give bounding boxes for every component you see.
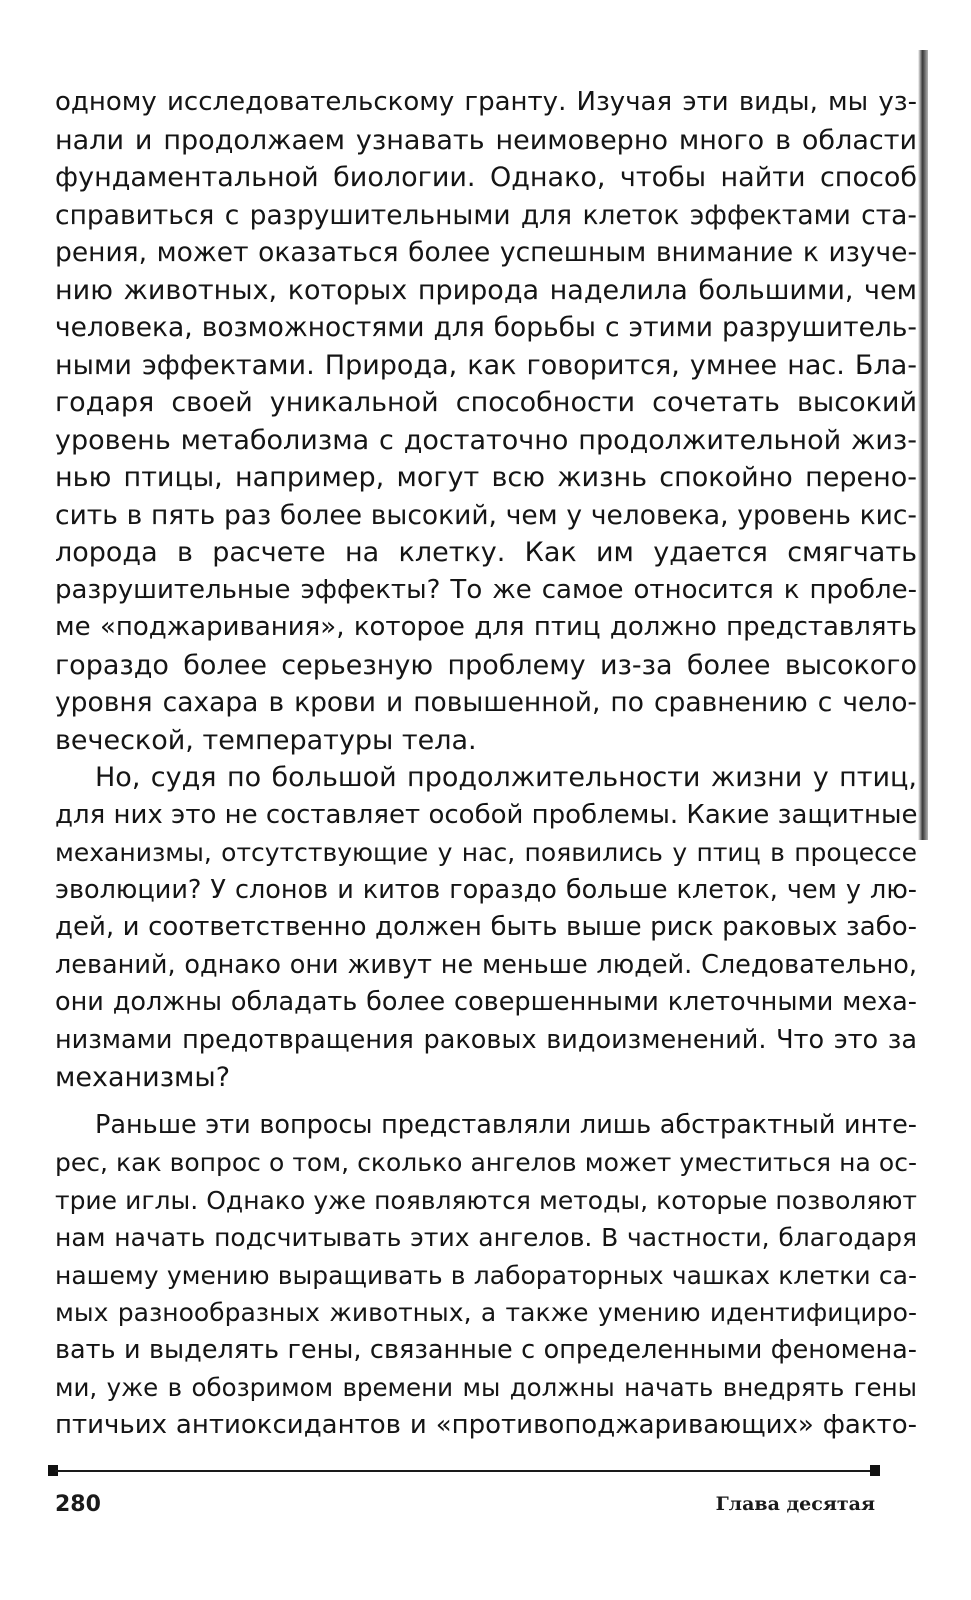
text-line: одному исследовательскому гранту. Изучая эти виды, мы уз-: [55, 87, 917, 117]
text-line: для них это не составляет особой проблемы. Какие защитные: [55, 799, 918, 830]
text-line: уровень метаболизма с достаточно продолжительной жиз-: [55, 424, 917, 456]
chapter-title: Глава десятая: [715, 1493, 875, 1515]
text-line: нашему умению выращивать в лабораторных чашках клетки са-: [55, 1260, 917, 1290]
text-line: нам начать подсчитывать этих ангелов. В частности, благодаря: [55, 1223, 917, 1252]
text-line: человека, возможностями для борьбы с этими разрушитель-: [55, 312, 917, 343]
text-line: уровня сахара в крови и повышенной, по сравнению с чело-: [55, 687, 917, 718]
text-line: сить в пять раз более высокий, чем у человека, уровень кис-: [55, 499, 917, 531]
text-line: фундаментальной биологии. Однако, чтобы найти способ: [55, 162, 917, 193]
text-line: нию животных, которых природа наделила большими, чем: [55, 274, 917, 306]
text-line: разрушительные эффекты? То же самое относится к пробле-: [55, 574, 917, 605]
text-line: птичьих антиоксидантов и «противоподжаривающих» факто-: [55, 1409, 917, 1440]
text-line: трие иглы. Однако уже появляются методы, которые позволяют: [55, 1185, 917, 1215]
text-line: мых разнообразных животных, а также умению идентифициро-: [55, 1298, 917, 1327]
text-line: справиться с разрушительными для клеток эффектами ста-: [55, 199, 917, 231]
text-line: дей, и соответственно должен быть выше риск раковых забо-: [55, 912, 917, 942]
page-edge-shadow: [918, 50, 928, 840]
text-line: нали и продолжаем узнавать неимоверно много в области: [55, 124, 917, 156]
text-line: Раньше эти вопросы представляли лишь абстрактный инте-: [95, 1109, 917, 1140]
text-line: они должны обладать более совершенными клеточными меха-: [55, 987, 917, 1017]
text-line: рения, может оказаться более успешным внимание к изуче-: [55, 237, 917, 268]
text-line: нью птицы, например, могут всю жизнь спокойно перено-: [55, 462, 917, 493]
text-line: рес, как вопрос о том, сколько ангелов может уместиться на ос-: [55, 1148, 917, 1177]
text-line: вать и выделять гены, связанные с определенными феномена-: [55, 1334, 917, 1365]
text-line: механизмы, отсутствующие у нас, появились у птиц в процессе: [55, 838, 917, 867]
text-line: Но, судя по большой продолжительности жизни у птиц,: [95, 762, 917, 793]
text-line: годаря своей уникальной способности сочетать высокий: [55, 387, 917, 418]
footer-rule: [55, 1470, 877, 1472]
text-line: ме «поджаривания», которое для птиц должно представлять: [55, 612, 917, 642]
text-line: эволюции? У слонов и китов гораздо больше клеток, чем у лю-: [55, 874, 917, 905]
text-line: низмами предотвращения раковых видоизменений. Что это за: [55, 1024, 917, 1055]
text-line: ными эффектами. Природа, как говорится, умнее нас. Бла-: [55, 349, 917, 381]
text-line: ми, уже в обозримом времени мы должны начать внедрять гены: [55, 1373, 917, 1402]
text-line: механизмы?: [55, 1062, 231, 1093]
text-line: лорода в расчете на клетку. Как им удается смягчать: [55, 537, 917, 568]
text-line: веческой, температуры тела.: [55, 724, 477, 756]
page-number: 280: [55, 1492, 101, 1517]
footer-rule-end-right: [870, 1465, 880, 1476]
text-line: гораздо более серьезную проблему из-за более высокого: [55, 649, 917, 681]
text-line: леваний, однако они живут не меньше людей. Следовательно,: [55, 949, 917, 980]
body-text: [55, 84, 917, 1444]
